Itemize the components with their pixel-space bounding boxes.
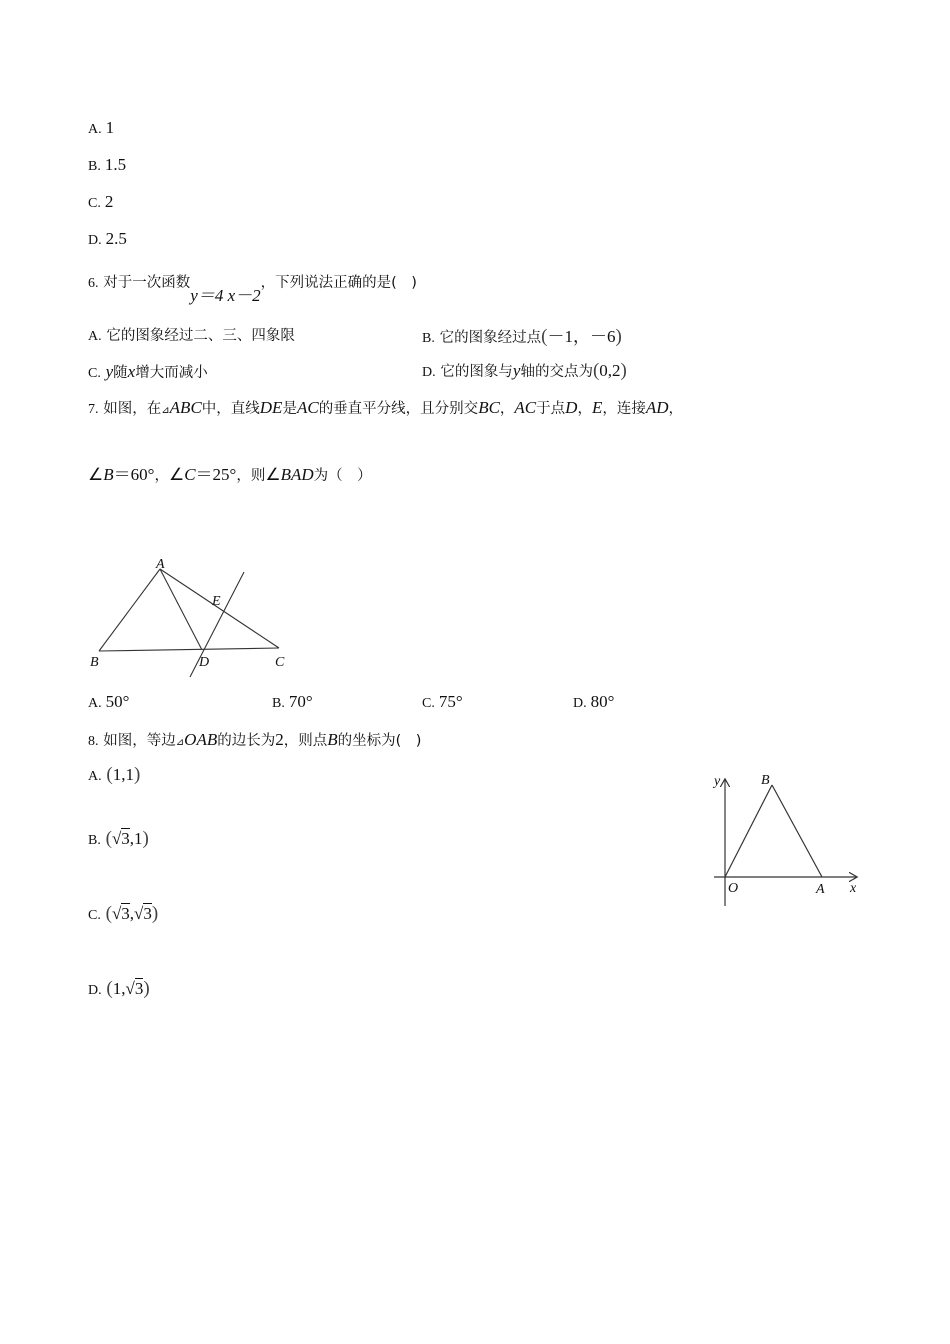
paren-open: (	[592, 360, 600, 381]
math-var: B	[103, 465, 114, 484]
option-label: D.	[573, 696, 587, 711]
q8-option-b	[88, 828, 149, 850]
stem-text: 对于一次函数	[103, 275, 191, 291]
stem-text: ，	[499, 401, 515, 417]
math-var: C	[184, 465, 196, 484]
stem-text: ，则点	[283, 733, 328, 749]
comma: ,	[121, 979, 126, 998]
coord-x: 3	[121, 829, 130, 848]
q8-option-d	[88, 978, 150, 1000]
option-value: 50°	[105, 692, 130, 711]
var-y: y	[105, 362, 114, 381]
option-label: A.	[88, 696, 102, 711]
edge-ob	[725, 785, 772, 877]
edge-ba	[772, 785, 822, 877]
q7-option-d	[573, 692, 614, 712]
q8-coordinate-figure	[708, 768, 868, 910]
stem-text: ，则	[236, 468, 266, 484]
sqrt-symbol: √	[111, 904, 122, 923]
coord-y: 3	[134, 979, 144, 998]
paren-open: (	[106, 978, 113, 999]
paren-close: )	[142, 828, 149, 849]
option-value: 2	[104, 192, 114, 211]
triangle-symbol: ⊿	[175, 737, 185, 748]
math-var: OAB	[184, 730, 218, 749]
triangle-symbol: ⊿	[161, 405, 170, 416]
coord-y: 1	[134, 829, 143, 848]
math-var: BC	[478, 398, 500, 417]
sqrt-symbol: √	[125, 979, 135, 998]
paren-open: (	[106, 764, 113, 785]
q7-option-b	[272, 692, 313, 712]
option-label: A.	[88, 769, 102, 784]
option-label: D.	[422, 365, 436, 380]
option-value: 1.5	[104, 155, 127, 174]
angle-value: ＝25°	[195, 465, 237, 484]
math-var: B	[327, 730, 338, 749]
stem-text: 的坐标为( )	[337, 733, 422, 749]
option-label: A.	[88, 329, 102, 344]
origin-label-o: O	[728, 881, 739, 896]
stem-text: 是	[282, 401, 297, 417]
paren-open: (	[105, 903, 112, 924]
option-text: 增大而减小	[135, 365, 208, 381]
q7-option-a	[88, 692, 129, 712]
option-value: 80°	[590, 692, 615, 711]
q8-stem	[88, 729, 421, 750]
edge-ab	[99, 569, 160, 651]
paren-close: )	[143, 978, 150, 999]
q5-option-d	[88, 229, 127, 249]
axis-label-x: x	[850, 881, 857, 896]
paren-open: (	[105, 828, 112, 849]
q6-option-b	[422, 322, 622, 348]
vertex-label-a: A	[156, 557, 165, 572]
q6-stem	[88, 267, 417, 305]
stem-text: 中，直线	[201, 401, 260, 417]
math-var: AD	[645, 398, 669, 417]
vertex-label-a: A	[816, 882, 825, 897]
vertex-label-b: B	[761, 773, 770, 788]
q8-option-a	[88, 764, 140, 786]
q6-option-a	[88, 324, 295, 345]
side-length: 2	[275, 730, 284, 749]
question-number: 8.	[88, 734, 99, 749]
coord-x: 3	[121, 904, 130, 923]
option-value: 75°	[438, 692, 463, 711]
sqrt-symbol: √	[111, 829, 122, 848]
option-label: B.	[88, 159, 101, 174]
option-label: B.	[272, 696, 285, 711]
point-coordinates: 0,2	[599, 361, 621, 380]
segment-ad	[160, 569, 202, 650]
math-var: DE	[259, 398, 283, 417]
option-label: C.	[88, 196, 101, 211]
stem-text: ，	[668, 401, 683, 417]
q7-stem-line2	[88, 460, 372, 485]
option-label: B.	[422, 331, 435, 346]
option-value: 2.5	[105, 229, 127, 248]
stem-text: ，下列说法正确的是( )	[260, 275, 417, 291]
stem-text: 的垂直平分线，且分别交	[318, 401, 479, 417]
angle-symbol: ∠	[265, 465, 281, 484]
axis-label-y: y	[714, 774, 721, 789]
option-label: A.	[88, 122, 102, 137]
option-text: 随	[113, 365, 128, 381]
var-y: y	[512, 361, 521, 380]
q6-option-d	[422, 360, 627, 382]
angle-symbol: ∠	[88, 465, 104, 484]
paren-close: )	[151, 903, 159, 924]
comma: ,	[129, 904, 135, 923]
math-var: E	[591, 398, 603, 417]
stem-text: 为（ ）	[313, 468, 372, 484]
stem-text: 于点	[536, 401, 566, 417]
q7-option-c	[422, 692, 463, 712]
point-label-e: E	[212, 594, 221, 609]
math-var: D	[565, 398, 578, 417]
q5-option-a	[88, 118, 114, 138]
angle-value: ＝60°	[113, 465, 155, 484]
paren-close: )	[615, 326, 622, 347]
question-number: 7.	[88, 402, 99, 417]
option-label: B.	[88, 833, 101, 848]
math-var: BAD	[280, 465, 314, 484]
stem-text: ，	[577, 401, 592, 417]
option-label: D.	[88, 983, 102, 998]
angle-symbol: ∠	[168, 465, 185, 484]
option-text: 它的图象与	[440, 364, 513, 380]
math-var: AC	[514, 398, 537, 417]
paren-close: )	[620, 360, 627, 381]
q6-option-c	[88, 361, 208, 382]
stem-text: ，	[154, 468, 169, 484]
q7-stem-line1	[88, 397, 683, 418]
stem-text: 的边长为	[217, 733, 276, 749]
paren-close: )	[133, 764, 141, 785]
math-var: AC	[296, 398, 319, 417]
option-text: 轴的交点为	[520, 364, 593, 380]
function-expression: y＝4 x－2	[190, 286, 261, 305]
option-label: C.	[422, 696, 435, 711]
q5-option-b	[88, 155, 126, 175]
point-coordinates: －1，－6	[547, 327, 616, 346]
coord-x: 1	[112, 979, 122, 998]
q8-option-c	[88, 903, 158, 925]
math-var: ABC	[169, 398, 202, 417]
vertex-label-c: C	[275, 655, 285, 670]
option-label: C.	[88, 908, 101, 923]
sqrt-symbol: √	[134, 904, 144, 923]
option-label: D.	[88, 233, 102, 248]
q7-triangle-figure	[85, 555, 295, 680]
edge-bc	[99, 648, 279, 651]
option-text: 它的图象经过点	[439, 330, 542, 346]
vertex-label-b: B	[90, 655, 99, 670]
coord-y: 3	[143, 904, 152, 923]
option-label: C.	[88, 366, 101, 381]
q5-option-c	[88, 192, 113, 212]
point-label-d: D	[199, 655, 210, 670]
comma: ,	[129, 829, 135, 848]
stem-text: 如图，在	[103, 401, 162, 417]
stem-text: ，连接	[602, 401, 646, 417]
option-value: 70°	[288, 692, 313, 711]
stem-text: 如图，等边	[103, 733, 176, 749]
paren-open: (	[541, 326, 548, 347]
question-number: 6.	[88, 276, 99, 291]
point-coordinates: 1,1	[112, 765, 134, 784]
option-text: 它的图象经过二、三、四象限	[106, 328, 295, 344]
option-value: 1	[105, 118, 115, 137]
var-x: x	[127, 362, 136, 381]
